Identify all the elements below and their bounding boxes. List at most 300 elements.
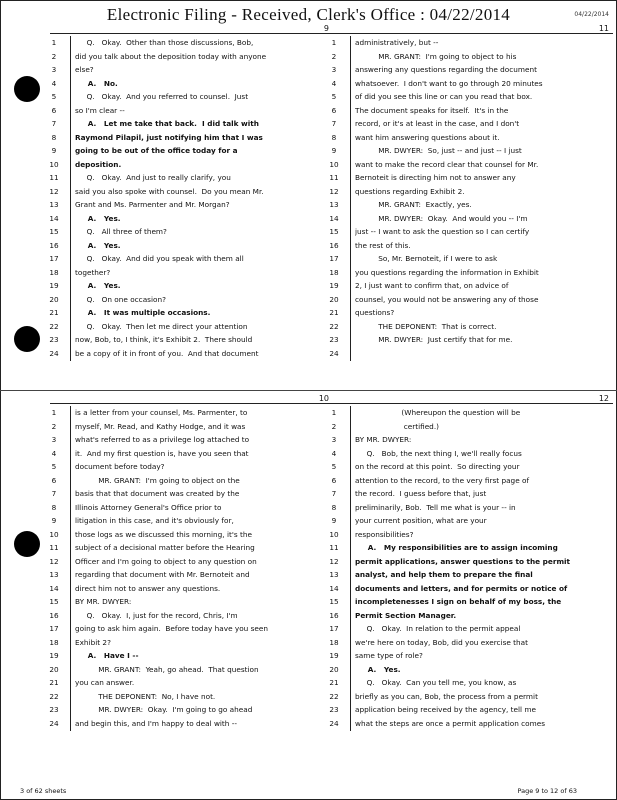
line-number: 19: [329, 281, 339, 290]
line-number: 12: [329, 556, 339, 566]
line-text: Q. Okay. Can you tell me, you know, as: [355, 678, 517, 687]
transcript-line: [320, 528, 615, 542]
line-text: MR. DWYER: Okay. I'm going to go ahead: [75, 705, 253, 714]
line-text: your current position, what are your: [355, 516, 487, 525]
line-text: The document speaks for itself. It's in the: [355, 105, 509, 115]
transcript-line: [320, 252, 615, 266]
transcript-line: [40, 104, 335, 118]
transcript-line: [320, 487, 615, 501]
line-text: what the steps are once a permit application comes: [355, 718, 546, 728]
line-number: 7: [51, 489, 57, 498]
page-number: 11: [598, 24, 609, 33]
page-rule: [50, 403, 333, 404]
line-number: 1: [331, 38, 337, 47]
line-number: 11: [49, 173, 59, 182]
line-text: responsibilities?: [355, 529, 414, 539]
transcript-line: [40, 144, 335, 158]
transcript-line: [40, 225, 335, 239]
line-text: regarding that document with Mr. Bernoteit and: [75, 570, 250, 579]
line-number: 11: [329, 173, 339, 182]
line-number: 13: [49, 570, 59, 579]
transcript-line: [320, 541, 615, 555]
transcript-line: [320, 347, 615, 361]
quadrant-divider: [0, 390, 617, 391]
punch-hole: [14, 76, 40, 102]
transcript-line: [320, 158, 615, 172]
line-text: A. Have I --: [75, 651, 139, 660]
transcript-line: [40, 50, 335, 64]
line-text: want to make the record clear that counsel for Mr.: [355, 159, 539, 169]
line-text: of did you see this line or can you read that box.: [355, 92, 533, 101]
transcript-line: [320, 185, 615, 199]
line-text: questions regarding Exhibit 2.: [355, 186, 465, 196]
transcript-line: [40, 279, 335, 293]
transcript-line: [40, 690, 335, 704]
line-number: 23: [329, 335, 339, 344]
line-number: 24: [49, 718, 59, 728]
line-text: So, Mr. Bernoteit, if I were to ask: [355, 254, 498, 263]
transcript-line: [40, 487, 335, 501]
transcript-line: [320, 447, 615, 461]
transcript-line: [40, 609, 335, 623]
transcript-line: [40, 582, 335, 596]
line-text: 2, I just want to confirm that, on advice of: [355, 281, 509, 290]
line-number: 6: [51, 475, 57, 485]
punch-hole: [14, 326, 40, 352]
line-text: Q. Okay. And did you speak with them all: [75, 254, 244, 263]
line-text: MR. DWYER: Okay. And would you -- I'm: [355, 213, 528, 223]
transcript-line: [320, 293, 615, 307]
line-text: Q. All three of them?: [75, 227, 167, 236]
line-number: 7: [331, 489, 337, 498]
line-text: attention to the record, to the very first page of: [355, 475, 530, 485]
line-number: 19: [49, 281, 59, 290]
line-text: (Whereupon the question will be: [355, 408, 521, 417]
line-number: 2: [331, 51, 337, 61]
line-number: 7: [331, 119, 337, 128]
transcript-line: [320, 239, 615, 253]
transcript-line: [320, 36, 615, 50]
line-number: 20: [49, 664, 59, 674]
line-number: 3: [331, 65, 337, 74]
line-number: 4: [331, 78, 337, 88]
transcript-line: [40, 420, 335, 434]
line-text: direct him not to answer any questions.: [75, 583, 221, 593]
transcript-line: [40, 406, 335, 420]
transcript-page-11: [320, 24, 615, 361]
line-number: 1: [331, 408, 337, 417]
line-number: 15: [329, 597, 339, 606]
punch-hole: [14, 531, 40, 557]
line-number: 21: [329, 678, 339, 687]
line-number: 16: [329, 240, 339, 250]
line-text: A. Yes.: [75, 213, 121, 223]
transcript-line: [320, 622, 615, 636]
line-text: counsel, you would not be answering any of those: [355, 294, 539, 304]
transcript-line: [320, 433, 615, 447]
line-text: it. And my first question is, have you seen that: [75, 448, 249, 458]
line-text: Illinois Attorney General's Office prior to: [75, 502, 222, 512]
transcript-line: [320, 555, 615, 569]
line-text: Q. Okay. Other than those discussions, Bob,: [75, 38, 254, 47]
transcript-line: [40, 474, 335, 488]
line-text: the record. I guess before that, just: [355, 489, 487, 498]
transcript-line: [320, 406, 615, 420]
line-text: be a copy of it in front of you. And that document: [75, 348, 259, 358]
line-number: 10: [49, 159, 59, 169]
line-number: 10: [49, 529, 59, 539]
line-number: 19: [49, 651, 59, 660]
line-number: 5: [331, 92, 337, 101]
line-number: 12: [49, 556, 59, 566]
transcript-line: [40, 636, 335, 650]
transcript-line: [320, 171, 615, 185]
line-text: Bernoteit is directing him not to answer any: [355, 173, 516, 182]
transcript-line: [40, 198, 335, 212]
line-text: myself, Mr. Read, and Kathy Hodge, and it was: [75, 421, 246, 431]
line-number: 10: [329, 529, 339, 539]
line-text: else?: [75, 65, 94, 74]
line-number: 17: [49, 254, 59, 263]
transcript-line: [320, 717, 615, 731]
page-rule: [50, 33, 333, 34]
line-text: documents and letters, and for permits or notice of: [355, 583, 568, 593]
line-text: whatsoever. I don't want to go through 20 minutes: [355, 78, 543, 88]
page-range: Page 9 to 12 of 63: [517, 787, 577, 795]
line-text: MR. DWYER: So, just -- and just -- I just: [355, 146, 522, 155]
line-number: 24: [329, 348, 339, 358]
transcript-line: [40, 528, 335, 542]
line-text: we're here on today, Bob, did you exercise that: [355, 637, 528, 647]
line-text: MR. GRANT: I'm going to object to his: [355, 51, 517, 61]
line-number: 8: [331, 502, 337, 512]
line-number: 8: [51, 502, 57, 512]
line-number: 15: [49, 597, 59, 606]
line-number: 1: [51, 408, 57, 417]
transcript-line: [40, 117, 335, 131]
line-text: and begin this, and I'm happy to deal with --: [75, 718, 238, 728]
line-text: subject of a decisional matter before the Hearing: [75, 543, 255, 552]
line-text: together?: [75, 267, 111, 277]
line-number: 20: [49, 294, 59, 304]
transcript-line: [40, 185, 335, 199]
transcript-line: [40, 663, 335, 677]
line-text: you can answer.: [75, 678, 135, 687]
line-text: want him answering questions about it.: [355, 132, 500, 142]
page-number: 12: [598, 394, 609, 403]
line-number: 15: [49, 227, 59, 236]
line-number: 9: [51, 516, 57, 525]
transcript-line: [40, 77, 335, 91]
transcript-page-10: [40, 394, 335, 731]
line-number: 13: [329, 570, 339, 579]
transcript-line: [320, 333, 615, 347]
transcript-line: [320, 77, 615, 91]
line-text: on the record at this point. So directing your: [355, 462, 520, 471]
transcript-line: [320, 663, 615, 677]
line-number: 18: [49, 267, 59, 277]
transcript-line: [320, 198, 615, 212]
transcript-line: [320, 703, 615, 717]
line-number: 20: [329, 664, 339, 674]
transcript-line: [40, 717, 335, 731]
transcript-line: [40, 252, 335, 266]
filing-header: Electronic Filing - Received, Clerk's Office : 04/22/2014: [106, 5, 511, 24]
line-number: 12: [329, 186, 339, 196]
line-number: 21: [329, 308, 339, 317]
line-number: 4: [51, 448, 57, 458]
line-text: Grant and Ms. Parmenter and Mr. Morgan?: [75, 200, 230, 209]
line-number: 24: [49, 348, 59, 358]
line-text: permit applications, answer questions to the permit: [355, 556, 571, 566]
transcript-line: [40, 649, 335, 663]
line-number: 23: [49, 335, 59, 344]
transcript-line: [40, 333, 335, 347]
transcript-line: [320, 568, 615, 582]
line-text: A. It was multiple occasions.: [75, 308, 211, 317]
line-text: record, or it's at least in the case, and I don't: [355, 119, 520, 128]
line-text: Officer and I'm going to object to any question on: [75, 556, 257, 566]
line-text: A. My responsibilities are to assign incoming: [355, 543, 558, 552]
line-text: Q. Okay. And you referred to counsel. Just: [75, 92, 249, 101]
line-text: administratively, but --: [355, 38, 439, 47]
line-number: 21: [49, 678, 59, 687]
transcript-line: [40, 320, 335, 334]
transcript-lines: [40, 36, 335, 360]
line-text: basis that that document was created by the: [75, 489, 240, 498]
transcript-line: [320, 582, 615, 596]
transcript-line: [40, 433, 335, 447]
line-number: 18: [329, 267, 339, 277]
line-text: THE DEPONENT: That is correct.: [355, 321, 497, 331]
line-text: A. Yes.: [355, 664, 401, 674]
transcript-line: [320, 676, 615, 690]
line-number: 7: [51, 119, 57, 128]
line-number: 2: [331, 421, 337, 431]
line-number: 23: [329, 705, 339, 714]
line-text: is a letter from your counsel, Ms. Parmenter, to: [75, 408, 248, 417]
line-number: 8: [331, 132, 337, 142]
transcript-line: [40, 622, 335, 636]
line-text: briefly as you can, Bob, the process from a permit: [355, 691, 538, 701]
transcript-line: [40, 501, 335, 515]
transcript-line: [40, 460, 335, 474]
transcript-line: [40, 131, 335, 145]
line-text: preliminarily, Bob. Tell me what is your -- in: [355, 502, 516, 512]
line-number: 22: [49, 321, 59, 331]
line-text: now, Bob, to, I think, it's Exhibit 2. There should: [75, 335, 253, 344]
line-number: 19: [329, 651, 339, 660]
transcript-lines: [320, 406, 615, 730]
line-number: 23: [49, 705, 59, 714]
line-text: A. Yes.: [75, 281, 121, 290]
transcript-line: [320, 225, 615, 239]
line-text: Q. Okay. I, just for the record, Chris, I'm: [75, 610, 238, 620]
line-text: MR. GRANT: Yeah, go ahead. That question: [75, 664, 259, 674]
transcript-line: [40, 514, 335, 528]
line-text: litigation in this case, and it's obviously for,: [75, 516, 234, 525]
page-number: 10: [318, 394, 329, 403]
line-number: 18: [329, 637, 339, 647]
line-text: MR. GRANT: Exactly, yes.: [355, 200, 472, 209]
line-number: 2: [51, 421, 57, 431]
line-number: 6: [51, 105, 57, 115]
transcript-line: [320, 144, 615, 158]
line-number: 11: [329, 543, 339, 552]
transcript-line: [320, 595, 615, 609]
line-text: Q. Okay. Then let me direct your attention: [75, 321, 248, 331]
line-text: questions?: [355, 308, 395, 317]
transcript-line: [320, 649, 615, 663]
line-number: 11: [49, 543, 59, 552]
line-number: 5: [51, 462, 57, 471]
transcript-page-9: [40, 24, 335, 361]
line-text: BY MR. DWYER:: [355, 435, 412, 444]
line-text: MR. GRANT: I'm going to object on the: [75, 475, 240, 485]
line-text: THE DEPONENT: No, I have not.: [75, 691, 216, 701]
line-number: 16: [49, 610, 59, 620]
page-rule: [330, 33, 613, 34]
line-text: those logs as we discussed this morning, it's the: [75, 529, 252, 539]
line-text: Q. Bob, the next thing I, we'll really focus: [355, 448, 522, 458]
transcript-line: [320, 117, 615, 131]
transcript-lines: [320, 36, 615, 360]
transcript-lines: [40, 406, 335, 730]
line-number: 1: [51, 38, 57, 47]
transcript-line: [320, 104, 615, 118]
transcript-line: [40, 595, 335, 609]
line-number: 14: [329, 583, 339, 593]
line-text: document before today?: [75, 462, 165, 471]
line-text: Exhibit 2?: [75, 637, 111, 647]
line-number: 12: [49, 186, 59, 196]
line-text: deposition.: [75, 159, 122, 169]
transcript-line: [40, 90, 335, 104]
transcript-line: [40, 555, 335, 569]
transcript-line: [320, 420, 615, 434]
line-number: 5: [331, 462, 337, 471]
transcript-line: [320, 460, 615, 474]
line-text: Permit Section Manager.: [355, 610, 457, 620]
line-text: just -- I want to ask the question so I can certify: [355, 227, 530, 236]
line-number: 9: [331, 146, 337, 155]
line-number: 13: [329, 200, 339, 209]
line-number: 8: [51, 132, 57, 142]
line-text: did you talk about the deposition today with anyone: [75, 51, 267, 61]
line-text: the rest of this.: [355, 240, 411, 250]
line-text: said you also spoke with counsel. Do you mean Mr.: [75, 186, 264, 196]
line-number: 9: [331, 516, 337, 525]
transcript-line: [320, 306, 615, 320]
line-text: incompletenesses I sign on behalf of my boss, the: [355, 597, 562, 606]
transcript-page-12: [320, 394, 615, 731]
line-text: you questions regarding the information in Exhibit: [355, 267, 539, 277]
date-stamp: 04/22/2014: [574, 11, 609, 18]
line-text: application being received by the agency, tell me: [355, 705, 536, 714]
line-number: 5: [51, 92, 57, 101]
page-number: 9: [323, 24, 329, 33]
transcript-line: [320, 609, 615, 623]
line-number: 14: [49, 583, 59, 593]
transcript-line: [40, 171, 335, 185]
transcript-line: [40, 63, 335, 77]
line-number: 13: [49, 200, 59, 209]
line-text: BY MR. DWYER:: [75, 597, 132, 606]
line-text: Raymond Pilapil, just notifying him that I was: [75, 132, 263, 142]
line-number: 22: [329, 321, 339, 331]
line-text: A. Yes.: [75, 240, 121, 250]
transcript-line: [40, 676, 335, 690]
line-number: 3: [51, 435, 57, 444]
line-number: 16: [329, 610, 339, 620]
line-number: 10: [329, 159, 339, 169]
line-number: 18: [49, 637, 59, 647]
transcript-line: [40, 158, 335, 172]
line-number: 14: [49, 213, 59, 223]
transcript-line: [40, 703, 335, 717]
transcript-line: [320, 63, 615, 77]
transcript-line: [320, 514, 615, 528]
transcript-line: [320, 50, 615, 64]
transcript-line: [40, 447, 335, 461]
line-number: 22: [49, 691, 59, 701]
transcript-line: [40, 306, 335, 320]
line-text: going to be out of the office today for a: [75, 146, 238, 155]
line-number: 21: [49, 308, 59, 317]
transcript-line: [40, 239, 335, 253]
page-rule: [330, 403, 613, 404]
line-number: 16: [49, 240, 59, 250]
transcript-line: [40, 212, 335, 226]
line-text: MR. DWYER: Just certify that for me.: [355, 335, 513, 344]
line-text: same type of role?: [355, 651, 423, 660]
line-number: 4: [51, 78, 57, 88]
line-number: 9: [51, 146, 57, 155]
transcript-line: [40, 266, 335, 280]
line-text: going to ask him again. Before today have you seen: [75, 624, 269, 633]
line-number: 6: [331, 475, 337, 485]
transcript-line: [320, 690, 615, 704]
sheet-count: 3 of 62 sheets: [20, 787, 67, 795]
line-text: A. No.: [75, 78, 118, 88]
line-text: answering any questions regarding the document: [355, 65, 537, 74]
line-text: Q. On one occasion?: [75, 294, 166, 304]
transcript-line: [320, 279, 615, 293]
line-text: Q. Okay. And just to really clarify, you: [75, 173, 231, 182]
line-number: 2: [51, 51, 57, 61]
transcript-line: [320, 131, 615, 145]
transcript-line: [320, 501, 615, 515]
transcript-line: [320, 212, 615, 226]
line-number: 17: [329, 254, 339, 263]
line-number: 22: [329, 691, 339, 701]
line-text: Q. Okay. In relation to the permit appeal: [355, 624, 521, 633]
line-text: A. Let me take that back. I did talk with: [75, 119, 259, 128]
transcript-line: [320, 320, 615, 334]
line-number: 4: [331, 448, 337, 458]
line-number: 24: [329, 718, 339, 728]
line-number: 17: [49, 624, 59, 633]
line-text: certified.): [355, 421, 439, 431]
transcript-line: [320, 90, 615, 104]
transcript-line: [320, 266, 615, 280]
line-number: 20: [329, 294, 339, 304]
line-number: 3: [331, 435, 337, 444]
transcript-line: [40, 541, 335, 555]
line-number: 14: [329, 213, 339, 223]
line-text: so I'm clear --: [75, 105, 125, 115]
transcript-line: [320, 636, 615, 650]
